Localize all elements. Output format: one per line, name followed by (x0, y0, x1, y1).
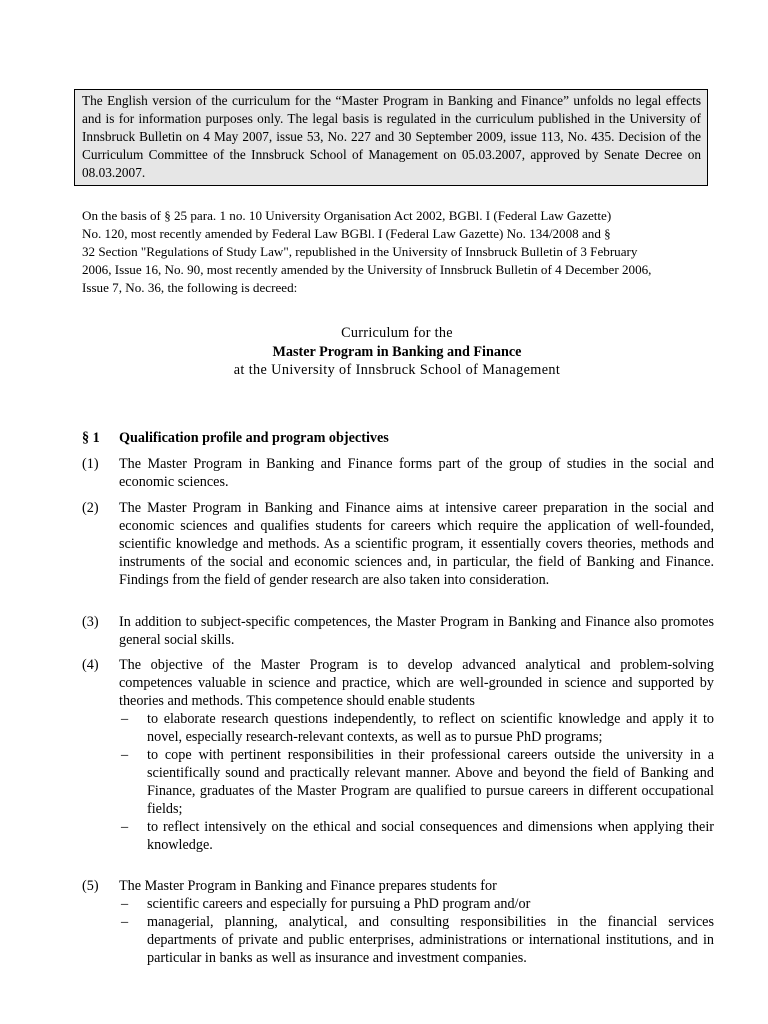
curriculum-title-school: at the University of Innsbruck School of Management (233, 362, 561, 378)
paragraph-5 (82, 877, 714, 967)
legal-basis-line: Issue 7, No. 36, the following is decreed: (82, 280, 298, 295)
section-title: Qualification profile and program objectives (119, 430, 389, 446)
bullet-item (119, 710, 714, 746)
section-number: § 1 (82, 430, 100, 446)
dash-marker: – (121, 914, 129, 930)
paragraph-number: (4) (82, 657, 99, 673)
paragraph-text: The Master Program in Banking and Finance aims at intensive career preparation in the social and economic sciences and qualifies students for careers which require the application of well-founded, scientific knowledge and methods. As a scientific program, it essentially covers theories, methods and instruments of the social and economic sciences and, in particular, the field of Banking and Finance. Findings from the field of gender research are also taken into consideration. (119, 500, 714, 588)
bullet-item (119, 913, 714, 967)
dash-marker: – (121, 711, 129, 727)
paragraph-number: (5) (82, 878, 99, 894)
bullet-text: to elaborate research questions independently, to reflect on scientific knowledge and apply it to novel, especially research-relevant contexts, as well as to pursue PhD programs; (147, 711, 714, 745)
legal-basis-paragraph (82, 207, 714, 297)
legal-basis-line: 32 Section "Regulations of Study Law", republished in the University of Innsbruck Bulletin of 3 February (82, 244, 638, 259)
bullet-text: scientific careers and especially for pursuing a PhD program and/or (147, 896, 531, 912)
paragraph-number: (1) (82, 456, 99, 472)
bullet-list (119, 895, 714, 967)
dash-marker: – (121, 896, 129, 912)
paragraph-text: The Master Program in Banking and Finance forms part of the group of studies in the social and economic sciences. (119, 456, 714, 490)
curriculum-title-program: Master Program in Banking and Finance (272, 344, 522, 360)
bullet-text: managerial, planning, analytical, and consulting responsibilities in the financial services departments of private and public enterprises, administrations or international institutions, and in particular in banks as well as insurance and investment companies. (147, 914, 714, 966)
paragraph-number: (2) (82, 500, 99, 516)
paragraph-text: In addition to subject-specific competences, the Master Program in Banking and Finance also promotes general social skills. (119, 614, 714, 648)
legal-basis-line: No. 120, most recently amended by Federal Law BGBl. I (Federal Law Gazette) No. 134/2008 and § (82, 226, 611, 241)
bullet-list (119, 710, 714, 854)
paragraph-1 (82, 455, 714, 491)
paragraph-4 (82, 656, 714, 854)
bullet-item (119, 818, 714, 854)
paragraph-3 (82, 613, 714, 649)
legal-basis-line: 2006, Issue 16, No. 90, most recently amended by the University of Innsbruck Bulletin of 4 December 2006, (82, 262, 652, 277)
legal-notice-box: The English version of the curriculum for the “Master Program in Banking and Finance” unfolds no legal effects and is for information purposes only. The legal basis is regulated in the curriculum published in the University of Innsbruck Bulletin on 4 May 2007, issue 53, No. 227 and 30 September 2009, issue 113, No. 435. Decision of the Curriculum Committee of the Innsbruck School of Management on 05.03.2007, approved by Senate Decree on 08.03.2007. (74, 89, 708, 186)
bullet-text: to cope with pertinent responsibilities in their professional careers outside the university in a scientifically sound and practically relevant manner. Above and beyond the field of Banking and Finance, graduates of the Master Program are qualified to pursue careers in different occupational fields; (147, 747, 714, 817)
curriculum-title-line1: Curriculum for the (341, 325, 453, 341)
paragraph-2 (82, 499, 714, 589)
dash-marker: – (121, 747, 129, 763)
paragraph-number: (3) (82, 614, 99, 630)
bullet-item (119, 746, 714, 818)
dash-marker: – (121, 819, 129, 835)
paragraph-text: The objective of the Master Program is to develop advanced analytical and problem-solving competences valuable in science and practice, which are well-grounded in science and supported by theories and methods. This competence should enable students (119, 657, 714, 709)
paragraph-text: The Master Program in Banking and Finance prepares students for (119, 878, 497, 894)
bullet-item (119, 895, 714, 913)
bullet-text: to reflect intensively on the ethical and social consequences and dimensions when applying their knowledge. (147, 819, 714, 853)
legal-basis-line: On the basis of § 25 para. 1 no. 10 University Organisation Act 2002, BGBl. I (Federal Law Gazette) (82, 208, 612, 223)
